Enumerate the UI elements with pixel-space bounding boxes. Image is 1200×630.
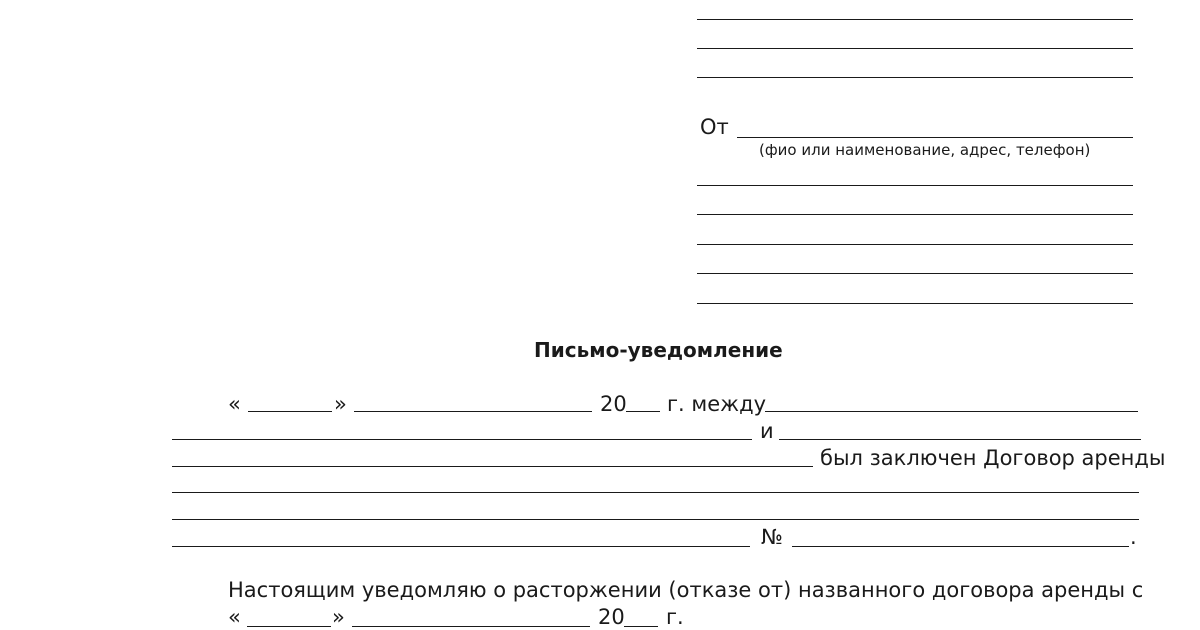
addressee-line-2[interactable]: [697, 48, 1133, 49]
letter-title: Письмо-уведомление: [534, 338, 783, 362]
year-prefix: 20: [600, 392, 627, 416]
addressee-line-3[interactable]: [697, 77, 1133, 78]
from-address-line-1[interactable]: [697, 185, 1133, 186]
end-period: .: [1130, 525, 1137, 549]
from-address-line-5[interactable]: [697, 303, 1133, 304]
contract-number-line[interactable]: [792, 546, 1129, 547]
year-line[interactable]: [626, 411, 660, 412]
and-word: и: [760, 419, 774, 443]
number-sign: №: [761, 525, 783, 549]
notice-year-prefix: 20: [598, 605, 625, 629]
from-address-line-3[interactable]: [697, 244, 1133, 245]
notice-month-line[interactable]: [352, 626, 590, 627]
notice-day-line[interactable]: [247, 626, 331, 627]
from-label: От: [700, 115, 729, 139]
date-month-line[interactable]: [354, 411, 592, 412]
notice-year-line[interactable]: [624, 626, 658, 627]
contract-concluded-text: был заключен Договор аренды: [820, 446, 1166, 470]
notice-text: Настоящим уведомляю о расторжении (отказе от) названного договора аренды с: [228, 578, 1144, 602]
from-address-line-4[interactable]: [697, 273, 1133, 274]
date-quote-close: »: [334, 392, 347, 416]
notice-year-suffix: г.: [666, 605, 684, 629]
contract-date-line[interactable]: [172, 546, 750, 547]
date-quote-open: «: [228, 392, 241, 416]
party-1-line-cont[interactable]: [172, 439, 752, 440]
year-suffix: г. между: [667, 392, 767, 416]
party-1-line[interactable]: [765, 411, 1138, 412]
from-hint: (фио или наименование, адрес, телефон): [759, 141, 1091, 159]
contract-detail-line-2[interactable]: [172, 519, 1139, 520]
contract-detail-line-1[interactable]: [172, 492, 1139, 493]
notice-quote-close: »: [332, 605, 345, 629]
party-2-line-cont[interactable]: [172, 466, 813, 467]
addressee-line-1[interactable]: [697, 19, 1133, 20]
from-name-line[interactable]: [737, 137, 1133, 138]
date-day-line[interactable]: [248, 411, 332, 412]
party-2-line[interactable]: [779, 439, 1141, 440]
notice-quote-open: «: [228, 605, 241, 629]
from-address-line-2[interactable]: [697, 214, 1133, 215]
